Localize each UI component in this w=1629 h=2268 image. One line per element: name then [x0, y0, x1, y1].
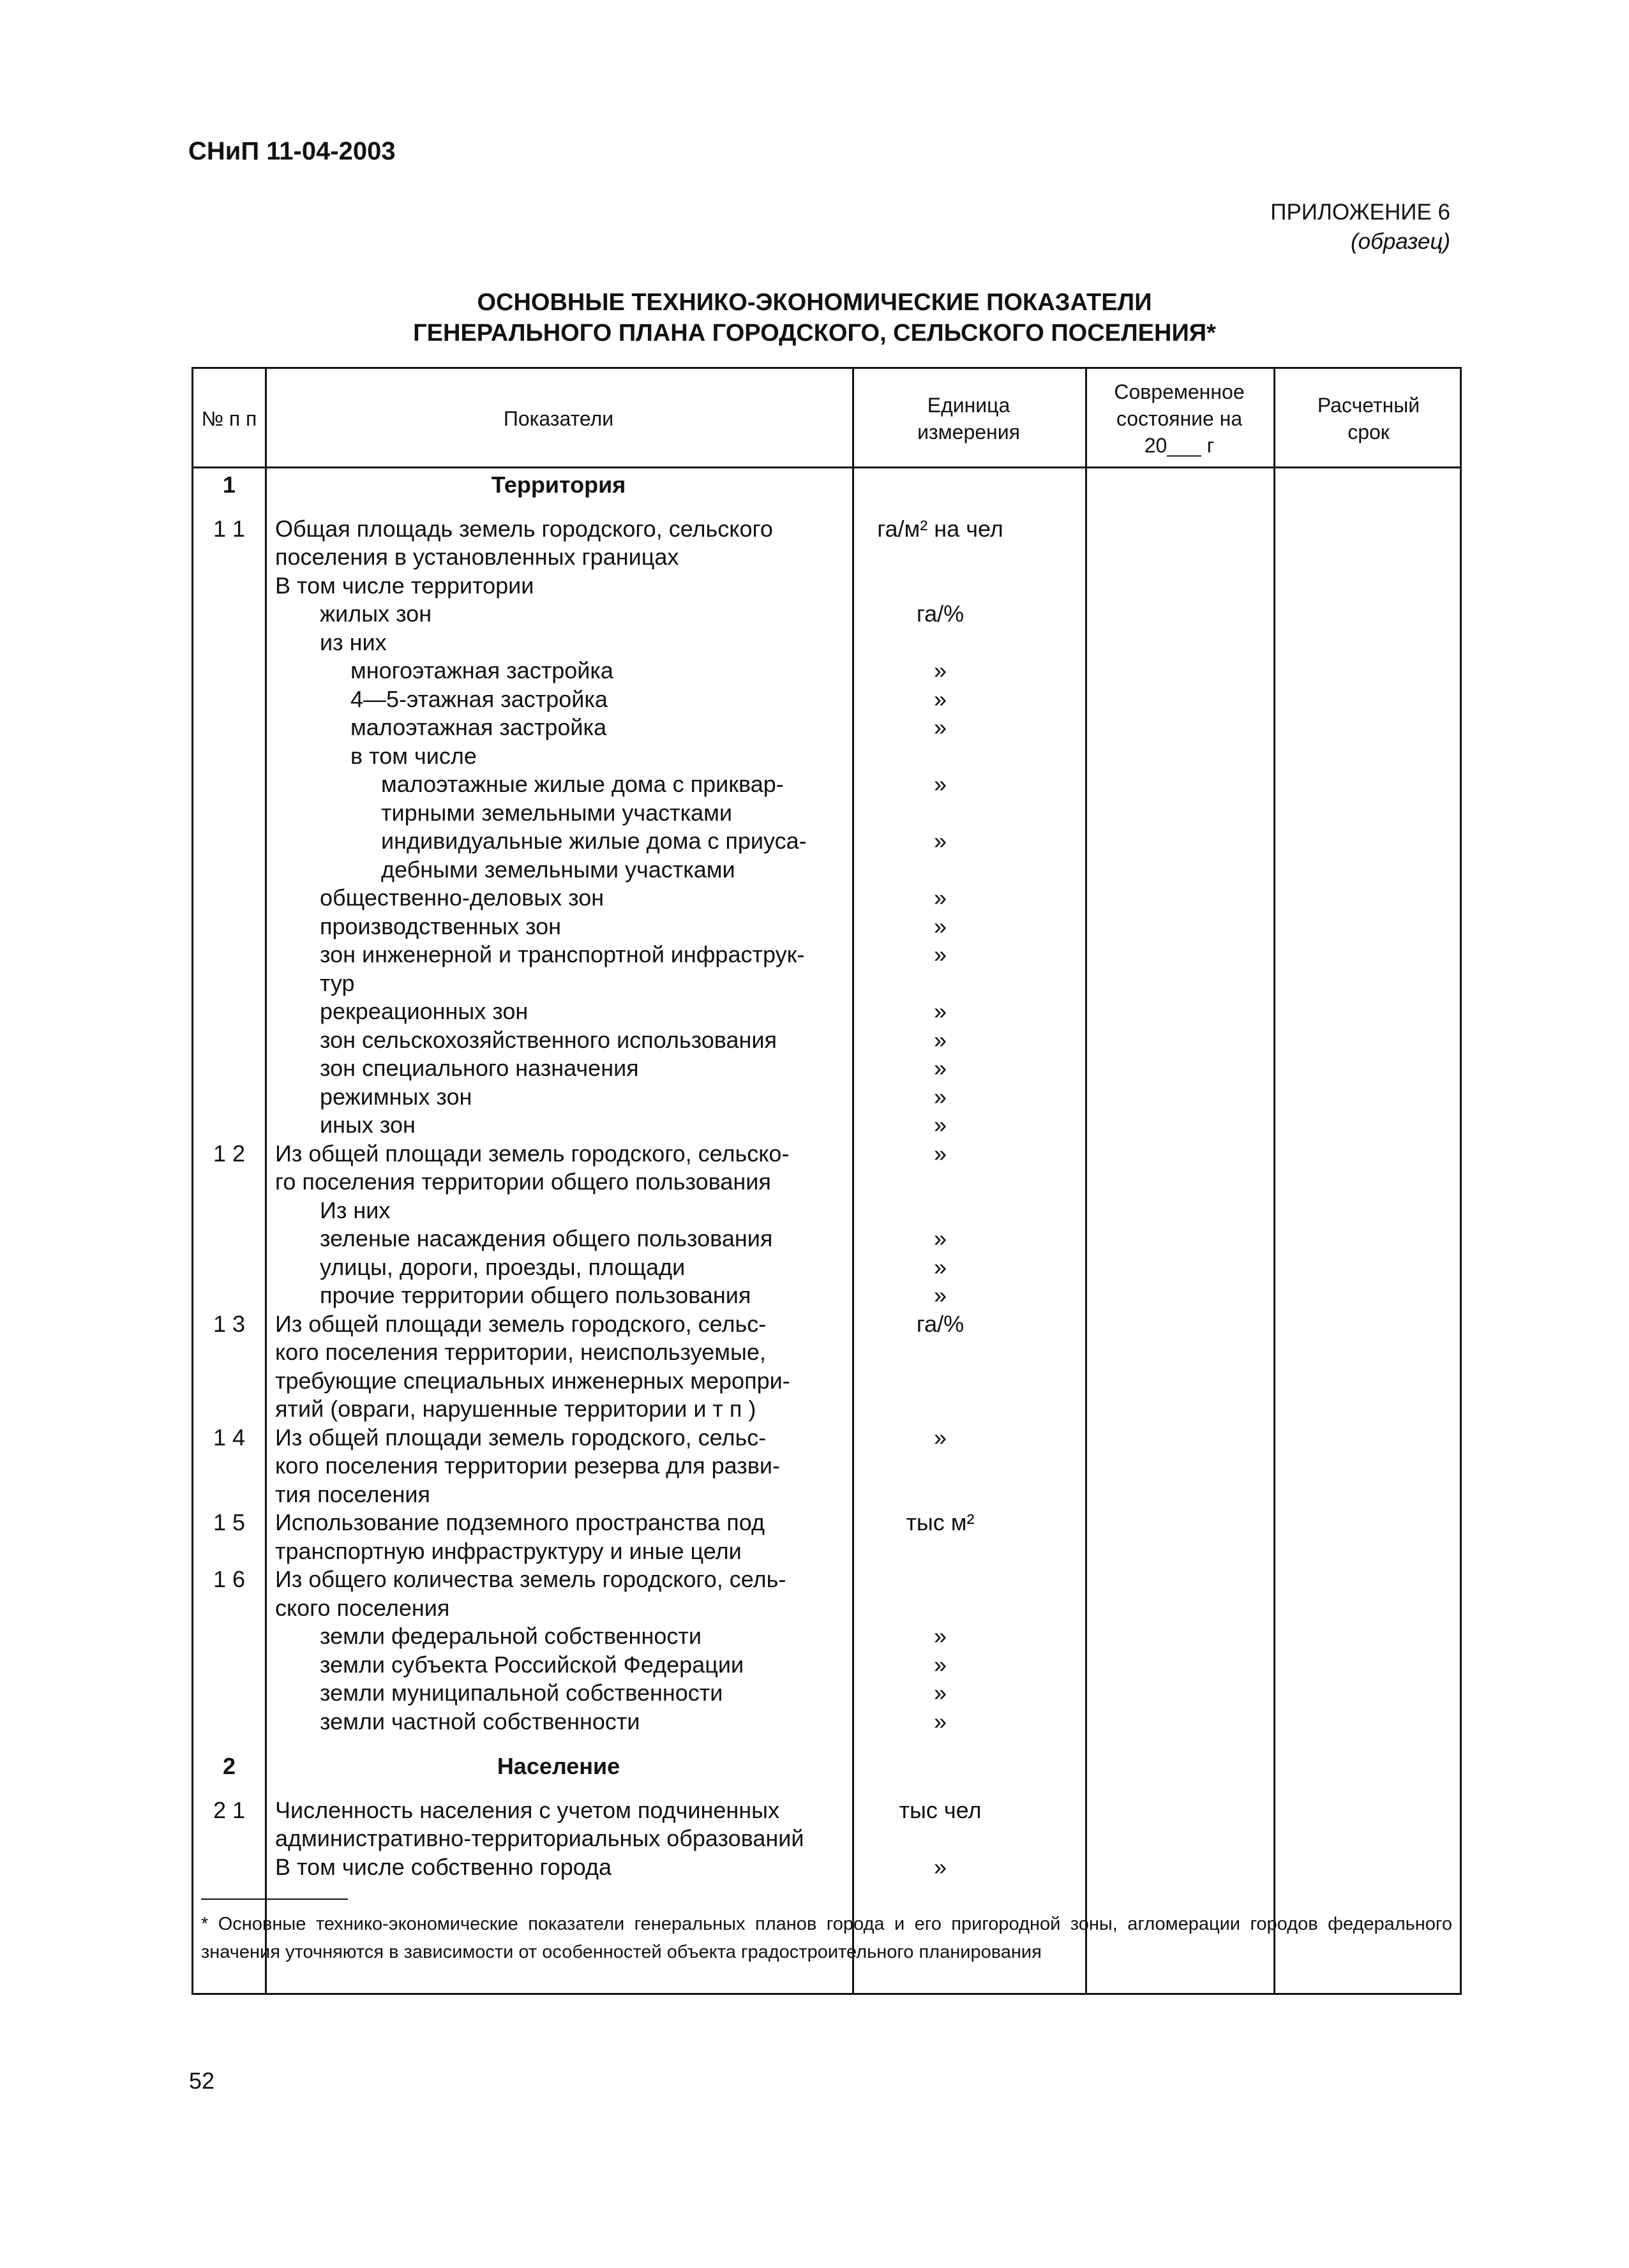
table-row: [193, 543, 1464, 572]
header-current-state: Современное состояние на 20___ г: [1114, 380, 1245, 457]
table-row: [193, 969, 1464, 998]
table-row: [193, 629, 1464, 657]
header-indicator: Показатели: [503, 407, 614, 430]
table-row: [193, 1679, 1464, 1708]
unit-cell: га/м² на чел: [877, 515, 1003, 542]
table-row: [193, 657, 1464, 685]
unit-cell: »: [933, 714, 947, 740]
table-row: [193, 1395, 1464, 1424]
indicator-text: малоэтажные жилые дома с приквар-: [381, 771, 784, 797]
indicator-text: Из них: [320, 1197, 391, 1223]
indicator-text: жилых зон: [320, 601, 432, 627]
section-number: 1: [222, 472, 236, 498]
unit-cell: »: [933, 1225, 947, 1251]
indicator-text: ского поселения: [275, 1594, 450, 1621]
indicator-text: дебными земельными участками: [381, 856, 735, 883]
unit-cell: »: [933, 1651, 947, 1678]
unit-cell: »: [933, 1112, 947, 1138]
unit-cell: »: [933, 1253, 947, 1280]
indicator-text: из них: [320, 629, 387, 655]
unit-cell: »: [933, 1708, 947, 1735]
title-line-2: ГЕНЕРАЛЬНОГО ПЛАНА ГОРОДСКОГО, СЕЛЬСКОГО ПОСЕЛЕНИЯ*: [413, 320, 1216, 347]
table-row: [193, 515, 1464, 544]
indicator-text: тия поселения: [275, 1481, 430, 1507]
unit-cell: »: [933, 657, 947, 683]
table-row: [193, 742, 1464, 771]
indicator-text: земли муниципальной собственности: [320, 1680, 723, 1706]
indicator-text: земли субъекта Российской Федерации: [320, 1651, 744, 1678]
header-unit: Единица измерения: [917, 394, 1020, 444]
table-row: [193, 1197, 1464, 1225]
unit-cell: »: [933, 1055, 947, 1081]
table-row: [193, 1310, 1464, 1339]
indicator-text: тирными земельными участками: [381, 799, 733, 826]
table-row: [193, 572, 1464, 601]
table-row: [193, 856, 1464, 884]
indicator-text: Использование подземного пространства под: [275, 1509, 765, 1535]
appendix-number: ПРИЛОЖЕНИЕ 6: [1270, 200, 1450, 225]
unit-cell: »: [933, 941, 947, 967]
indicator-text: Из общего количества земель городского, сель-: [275, 1566, 786, 1592]
indicator-text: индивидуальные жилые дома с приуса-: [381, 828, 807, 854]
table-row: [193, 1651, 1464, 1680]
table-row: [193, 799, 1464, 828]
indicator-text: кого поселения территории резерва для разви-: [275, 1452, 781, 1479]
unit-cell: тыс м²: [906, 1509, 975, 1535]
row-number: 1 4: [213, 1424, 246, 1451]
indicator-text: требующие специальных инженерных меропри-: [275, 1367, 790, 1394]
unit-cell: »: [933, 1623, 947, 1649]
table-row: [193, 1537, 1464, 1566]
table-row: [193, 1509, 1464, 1537]
row-number: 1 2: [213, 1140, 246, 1167]
footnote: [191, 1892, 1462, 1995]
table-row: [193, 713, 1464, 742]
table-row: [193, 1168, 1464, 1197]
row-number: 1 3: [213, 1310, 246, 1337]
indicator-text: В том числе территории: [275, 572, 534, 599]
table-row: [193, 913, 1464, 941]
indicator-text: Из общей площади земель городского, сельско-: [275, 1140, 790, 1167]
table-row: [193, 1594, 1464, 1623]
table-row: [193, 1565, 1464, 1594]
page-title: [0, 287, 1629, 348]
table-row: [193, 1140, 1464, 1168]
unit-cell: »: [933, 1026, 947, 1053]
footnote-rule: [201, 1899, 348, 1900]
indicator-text: зон специального назначения: [320, 1055, 639, 1081]
table-row: [193, 997, 1464, 1026]
indicator-text: производственных зон: [320, 913, 561, 939]
unit-cell: »: [933, 1140, 947, 1167]
indicator-text: Численность населения с учетом подчиненных: [275, 1796, 779, 1823]
section-title: Территория: [491, 472, 626, 498]
indicator-text: прочие территории общего пользования: [320, 1282, 751, 1308]
table-row: [193, 1853, 1464, 1882]
unit-cell: »: [933, 1424, 947, 1451]
table-row: [193, 1452, 1464, 1481]
indicator-text: общественно-деловых зон: [320, 884, 604, 911]
indicator-text: кого поселения территории, неиспользуемые,: [275, 1339, 766, 1365]
indicator-text: зон сельскохозяйственного использования: [320, 1026, 777, 1053]
unit-cell: га/%: [916, 601, 965, 627]
table-row: [193, 1281, 1464, 1310]
unit-cell: »: [933, 1680, 947, 1706]
indicator-text: административно-территориальных образований: [275, 1825, 804, 1851]
unit-cell: тыс чел: [899, 1796, 982, 1823]
row-number: 1 6: [213, 1566, 246, 1592]
indicator-text: иных зон: [320, 1112, 416, 1138]
row-number: 1 5: [213, 1509, 246, 1535]
appendix-label: [1270, 198, 1450, 257]
title-line-1: ОСНОВНЫЕ ТЕХНИКО-ЭКОНОМИЧЕСКИЕ ПОКАЗАТЕЛИ: [477, 289, 1152, 316]
indicator-text: земли частной собственности: [320, 1708, 640, 1735]
table-row: [193, 1054, 1464, 1083]
indicator-text: зеленые насаждения общего пользования: [320, 1225, 773, 1251]
document-code: СНиП 11-04-2003: [188, 137, 396, 165]
indicator-text: ятий (овраги, нарушенные территории и т п ): [275, 1396, 756, 1422]
indicators-table: [191, 367, 1462, 1995]
table-row: [193, 1824, 1464, 1853]
table-row: [193, 1481, 1464, 1509]
table-row: [193, 770, 1464, 799]
page-number: 52: [189, 2068, 215, 2094]
indicator-text: В том числе собственно города: [275, 1853, 612, 1880]
table-row: [193, 1026, 1464, 1055]
indicator-text: го поселения территории общего пользования: [275, 1168, 771, 1195]
indicator-text: рекреационных зон: [320, 998, 529, 1024]
row-number: 1 1: [213, 515, 246, 542]
table-row: [193, 1083, 1464, 1112]
unit-cell: »: [933, 1083, 947, 1110]
unit-cell: »: [933, 884, 947, 911]
table-row: [193, 1796, 1464, 1825]
table-row: [193, 1338, 1464, 1367]
table-row: [193, 600, 1464, 629]
table-row: [193, 1622, 1464, 1651]
indicator-text: Из общей площади земель городского, сельс-: [275, 1424, 767, 1451]
section-row: [193, 471, 1464, 500]
indicator-text: малоэтажная застройка: [350, 714, 607, 740]
section-number: 2: [222, 1753, 236, 1779]
unit-cell: »: [933, 1282, 947, 1308]
table-row: [193, 941, 1464, 969]
indicator-text: Из общей площади земель городского, сельс-: [275, 1310, 767, 1337]
unit-cell: »: [933, 771, 947, 797]
section-title: Население: [497, 1753, 620, 1779]
indicator-text: улицы, дороги, проезды, площади: [320, 1253, 686, 1280]
unit-cell: »: [933, 913, 947, 939]
indicator-text: в том числе: [350, 742, 477, 769]
indicator-text: режимных зон: [320, 1083, 472, 1110]
table-row: [193, 1708, 1464, 1736]
header-num: № п п: [201, 407, 257, 430]
indicator-text: Общая площадь земель городского, сельского: [275, 515, 773, 542]
table-row: [193, 1225, 1464, 1253]
indicator-text: 4—5-этажная застройка: [350, 685, 608, 712]
unit-cell: »: [933, 685, 947, 712]
indicator-text: земли федеральной собственности: [320, 1623, 702, 1649]
unit-cell: га/%: [916, 1310, 965, 1337]
indicator-text: тур: [320, 969, 355, 996]
table-row: [193, 1367, 1464, 1396]
row-number: 2 1: [213, 1796, 246, 1823]
footnote-text: * Основные технико-экономические показатели генеральных планов города и его пригородной зоны, агломерации городов федерального значения уточняются в зависимости от особенностей объекта градостроительного планирования: [201, 1914, 1452, 1962]
indicator-text: поселения в установленных границах: [275, 544, 679, 570]
table-row: [193, 1111, 1464, 1140]
table-row: [193, 1253, 1464, 1282]
indicator-text: транспортную инфраструктуру и иные цели: [275, 1537, 742, 1564]
table-row: [193, 1424, 1464, 1452]
indicator-text: многоэтажная застройка: [350, 657, 613, 683]
appendix-note: (образец): [1351, 229, 1450, 254]
section-row: [193, 1752, 1464, 1781]
table-row: [193, 827, 1464, 856]
indicator-text: зон инженерной и транспортной инфраструк-: [320, 941, 805, 967]
unit-cell: »: [933, 828, 947, 854]
unit-cell: »: [933, 1853, 947, 1880]
header-target: Расчетный срок: [1317, 394, 1420, 444]
table-row: [193, 884, 1464, 913]
unit-cell: »: [933, 998, 947, 1024]
table-row: [193, 685, 1464, 714]
